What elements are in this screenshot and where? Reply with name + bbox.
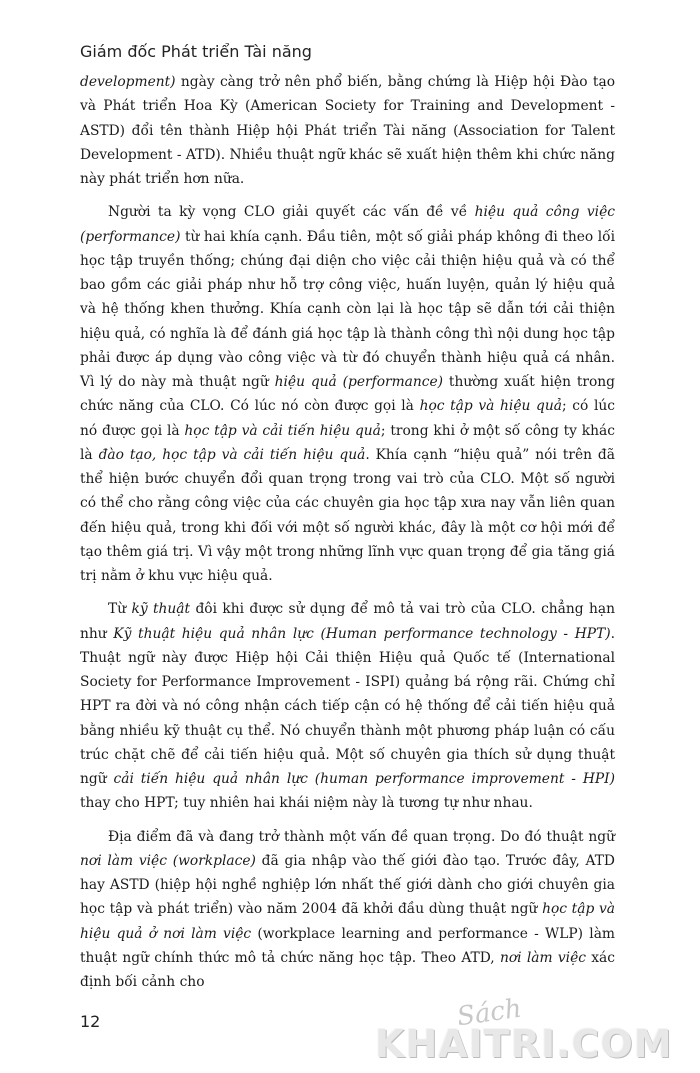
text-run: (workplace learning and performance - WLP) làm thuật ngữ chính thức mô tả chức năng học tập. Theo ATD, [80, 925, 616, 966]
paragraph-2 [80, 200, 615, 588]
italic-term: nơi làm việc (workplace) [80, 852, 256, 869]
body-text [80, 70, 615, 1003]
watermark-script-word: Sách [455, 993, 524, 1033]
text-run: ; trong khi ở một số công ty khác là [80, 422, 615, 463]
text-run: Người ta kỳ vọng CLO giải quyết các vấn đề về [108, 204, 475, 221]
text-run: ; có lúc nó được gọi là [80, 398, 615, 439]
text-run: xác định bối cảnh cho [80, 949, 615, 990]
italic-term: nơi làm việc [499, 949, 586, 966]
text-run: thường xuất hiện trong chức năng của CLO. Có lúc nó còn được gọi là [80, 374, 615, 415]
text-run: . Khía cạnh “hiệu quả” nói trên đã thể hiện bước chuyển đổi quan trọng trong vai trò của CLO. Một số người có thể cho rằng công việc của các chuyên gia học tập xưa nay vẫn liên quan đến hiệu quả, trong khi đối với một số người khác, đây là một cơ hội mới để tạo thêm giá trị. Vì vậy một trong những lĩnh vực quan trọng để gia tăng giá trị nằm ở khu vực hiệu quả. [80, 446, 615, 584]
page-number: 12 [80, 1012, 101, 1031]
running-header: Giám đốc Phát triển Tài năng [80, 42, 312, 61]
text-run: Từ [108, 601, 132, 618]
text-run: đã gia nhập vào thế giới đào tạo. Trước đây, ATD hay ASTD (hiệp hội nghề nghiệp lớn nhất thế giới dành cho giới chuyên gia học tập và phát triển) vào năm 2004 đã khởi đầu dùng thuật ngữ [80, 852, 615, 918]
italic-term: học tập và hiệu quả ở nơi làm việc [80, 901, 615, 942]
text-run: thay cho HPT; tuy nhiên hai khái niệm này là tương tự như nhau. [80, 795, 533, 812]
text-run: ngày càng trở nên phổ biến, bằng chứng là Hiệp hội Đào tạo và Phát triển Hoa Kỳ (American Society for Training and Development - ASTD) đổi tên thành Hiệp hội Phát triển Tài năng (Association for Talent Development - ATD). Nhiều thuật ngữ khác sẽ xuất hiện thêm khi chức năng này phát triển hơn nữa. [80, 74, 615, 187]
text-run: Địa điểm đã và đang trở thành một vấn đề quan trọng. Do đó thuật ngữ [108, 828, 615, 845]
italic-term: hiệu quả công việc (performance) [80, 204, 615, 245]
italic-term: hiệu quả (performance) [274, 374, 444, 390]
text-run: đôi khi được sử dụng để mô tả vai trò của CLO. chẳng hạn như [80, 601, 615, 642]
paragraph-4 [80, 825, 615, 995]
watermark-domain: KHAITRI.COM [375, 1022, 673, 1066]
italic-term: học tập và cải tiến hiệu quả [184, 422, 381, 439]
italic-term: đào tạo, học tập và cải tiến hiệu quả [98, 446, 366, 463]
italic-term: học tập và hiệu quả [419, 398, 562, 415]
watermark-logo [375, 993, 685, 1068]
paragraph-1 [80, 70, 615, 191]
text-run: . Thuật ngữ này được Hiệp hội Cải thiện Hiệu quả Quốc tế (International Society for Performance Improvement - ISPI) quảng bá rộng rãi. Chứng chỉ HPT ra đời và nó công nhận cách tiếp cận có hệ thống để cải tiến hiệu quả bằng nhiều kỹ thuật cụ thể. Nó chuyển thành một phương pháp luận có cấu trúc chặt chẽ để cải tiến hiệu quả. Một số chuyên gia thích sử dụng thuật ngữ [80, 625, 615, 787]
italic-term: Kỹ thuật hiệu quả nhân lực (Human performance technology - HPT) [113, 625, 611, 642]
italic-term: cải tiến hiệu quả nhân lực (human performance improvement - HPI) [113, 771, 615, 787]
italic-term: development) [80, 74, 176, 90]
text-run: từ hai khía cạnh. Đầu tiên, một số giải pháp không đi theo lối học tập truyền thống; chúng đại diện cho việc cải thiện hiệu quả và có thể bao gồm các giải pháp như hỗ trợ công việc, huấn luyện, quản lý hiệu quả và hệ thống khen thưởng. Khía cạnh còn lại là học tập sẽ dẫn tới cải thiện hiệu quả, có nghĩa là để đánh giá học tập là thành công thì nội dung học tập phải được áp dụng vào công việc và từ đó chuyển thành hiệu quả cá nhân. Vì lý do này mà thuật ngữ [80, 228, 615, 390]
paragraph-3 [80, 597, 615, 815]
italic-term: kỹ thuật [131, 601, 191, 618]
